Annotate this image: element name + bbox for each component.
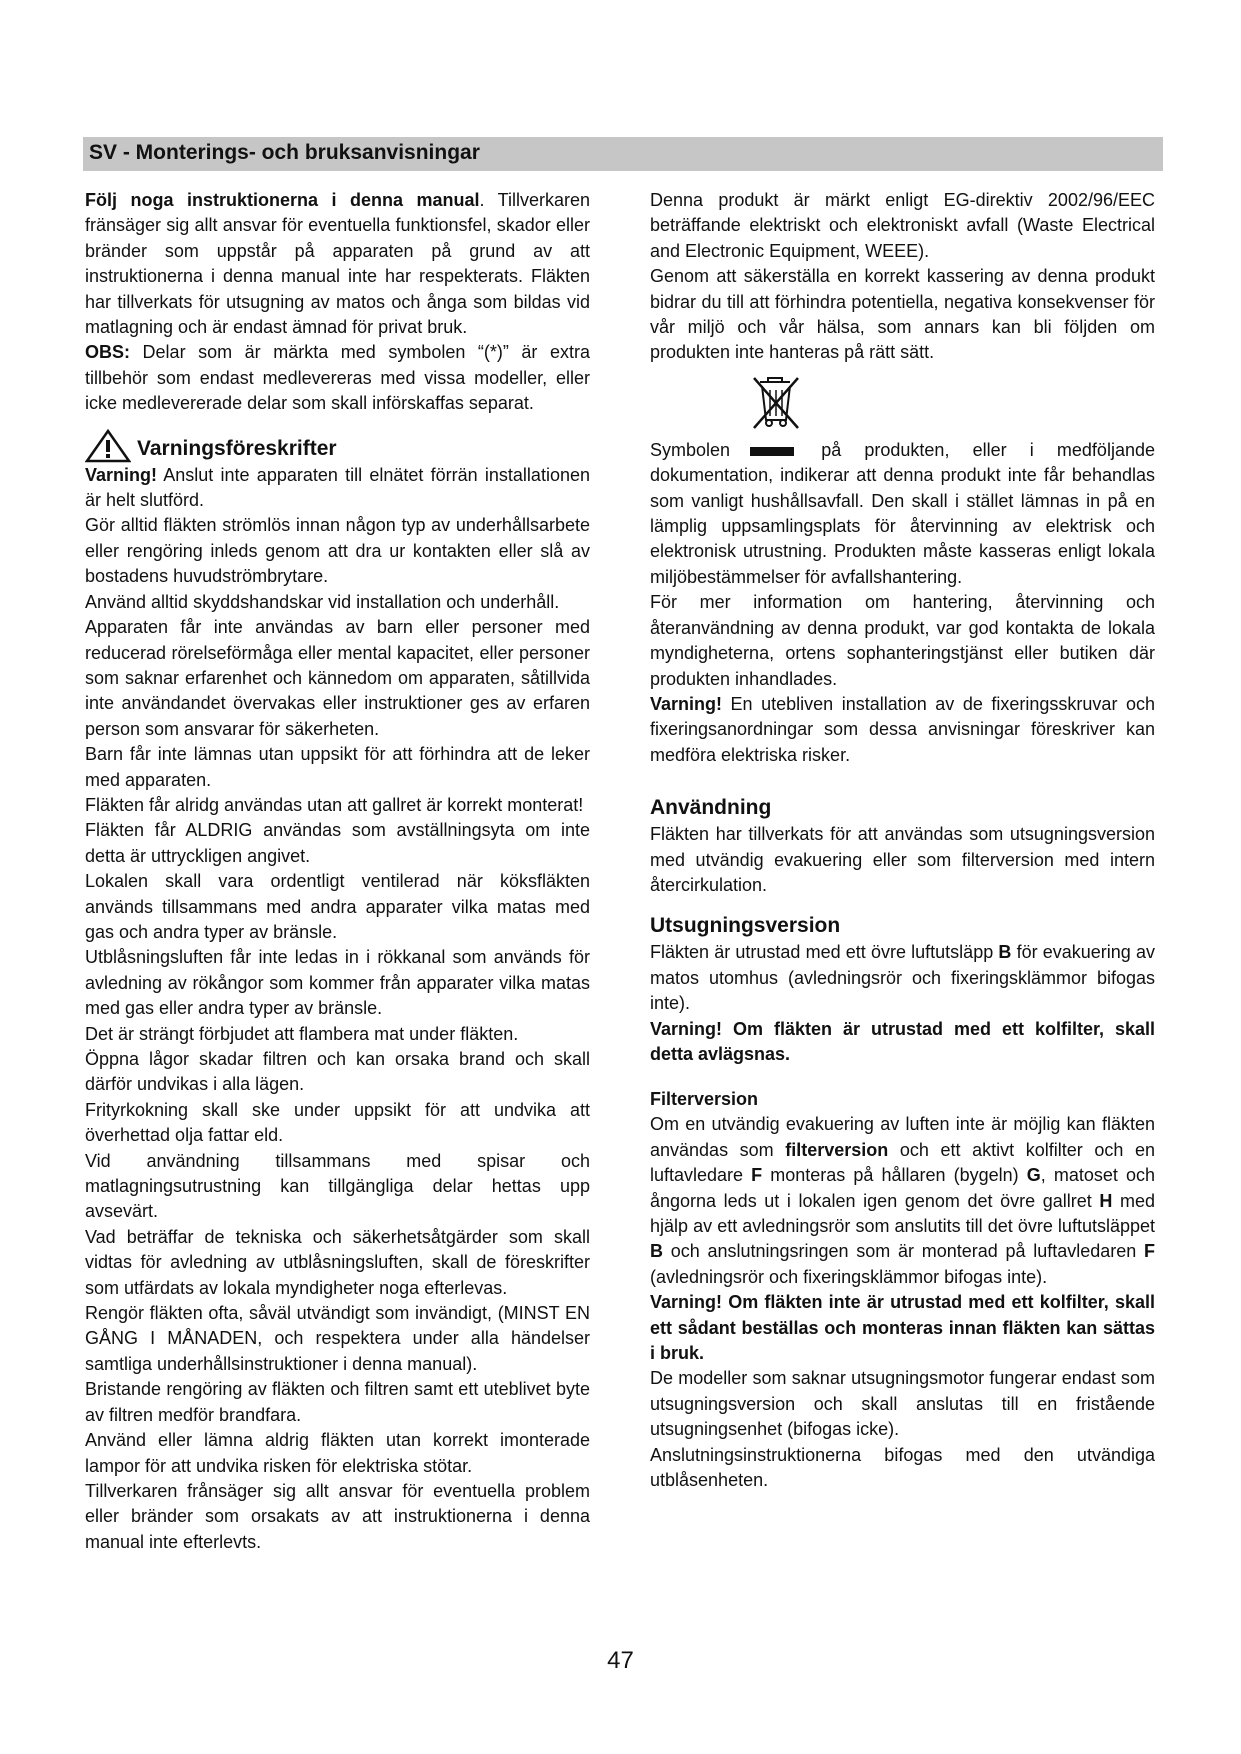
text-run: och anslutningsringen som är monterad på luftavledaren — [663, 1241, 1144, 1262]
text-run: monteras på hållaren (bygeln) — [762, 1165, 1027, 1186]
motorless-paragraph: De modeller som saknar utsugningsmotor fungerar endast som utsugningsversion och skall anslutas till en fristående utsugningsenhet (bifogas icke). — [650, 1368, 1155, 1440]
filterversion-term: filterversion — [785, 1139, 889, 1160]
right-column — [650, 188, 1155, 1493]
paragraph: Vid användning tillsammans med spisar och matlagningsutrustning kan tillgängliga delar hettas upp avsevärt. — [85, 1150, 590, 1222]
extraction-warning: Varning! Om fläkten är utrustad med ett kolfilter, skall detta avlägsnas. — [650, 1018, 1155, 1064]
warning-text: Anslut inte apparaten till elnätet förrän installationen är helt slutförd. — [85, 464, 590, 511]
part-letter-f: F — [751, 1165, 763, 1186]
symbol-text-a: Symbolen — [650, 439, 731, 460]
page-header — [83, 137, 1163, 171]
paragraph: Det är strängt förbjudet att flambera mat under fläkten. — [85, 1023, 519, 1044]
part-letter-h: H — [1099, 1190, 1113, 1211]
warning-label: Varning! — [85, 464, 158, 485]
text-run: (avledningsrör och fixeringsklämmor bifogas inte). — [650, 1266, 1048, 1287]
paragraph: Öppna lågor skadar filtren och kan orsaka brand och skall därför undvikas i alla lägen. — [85, 1049, 590, 1095]
warning-text: En utebliven installation av de fixeringsskruvar och fixeringsanordningar som dessa anvisningar föreskriver kan medföra elektriska risker. — [650, 693, 1155, 765]
part-letter-b: B — [998, 942, 1012, 963]
crossed-bin-icon — [750, 374, 802, 432]
paragraph: Rengör fläkten ofta, såväl utvändigt som invändigt, (MINST EN GÅNG I MÅNADEN, och respektera under alla händelser samtliga underhållsinstruktioner i denna manual). — [85, 1303, 590, 1374]
usage-paragraph: Fläkten har tillverkats för att användas som utsugningsversion med utvändig evakuering eller som filterversion med intern återcirkulation. — [650, 824, 1155, 895]
page-number: 47 — [607, 1647, 634, 1674]
paragraph: Använd alltid skyddshandskar vid installation och underhåll. — [85, 591, 560, 612]
warning-paragraph — [85, 463, 590, 514]
warning-paragraph — [650, 692, 1155, 768]
connection-paragraph: Anslutningsinstruktionerna bifogas med den utvändiga utblåsenheten. — [650, 1444, 1155, 1491]
usage-heading: Användning — [650, 796, 772, 820]
paragraph: Bristande rengöring av fläkten och filtren samt ett uteblivet byte av filtren medför brandfara. — [85, 1379, 590, 1425]
text-run: Fläkten är utrustad med ett övre luftutsläpp — [650, 942, 999, 963]
part-letter-b: B — [650, 1241, 663, 1262]
warning-label: Varning! — [650, 693, 723, 714]
part-letter-g: G — [1026, 1165, 1041, 1186]
text-run: , matoset och ångorna leds ut i lokalen igen genom det övre gallret — [650, 1165, 1155, 1211]
paragraph: Tillverkaren frånsäger sig allt ansvar för eventuella problem eller bränder som orsakats av att instruktionerna i denna manual inte efterlevts. — [85, 1480, 590, 1552]
filter-warning: Varning! Om fläkten inte är utrustad med ett kolfilter, skall ett sådant beställas och monteras innan fläkten kan sättas i bruk. — [650, 1292, 1155, 1364]
symbol-text-b: på produkten, eller i medföljande dokumentation, indikerar att denna produkt inte får behandlas som vanligt hushållsavfall. Den skall i stället lämnas in på en lämplig uppsamlingsplats för återvinning av elektrisk och elektronisk utrustning. Produkten måste kasseras enligt lokala miljöbestämmelser för avfallshantering. — [650, 439, 1155, 587]
warnings-heading-row — [85, 429, 590, 463]
intro-paragraph — [85, 188, 590, 340]
symbol-paragraph — [650, 438, 1155, 590]
warning-triangle-icon — [85, 429, 131, 463]
left-column — [85, 188, 590, 1555]
paragraph: Utblåsningsluften får inte ledas in i rökkanal som används för avledning av rökångor som kommer från apparater vilka matas med gas eller andra typer av bränsle. — [85, 947, 590, 1019]
filter-paragraph — [650, 1112, 1155, 1290]
extraction-paragraph — [650, 940, 1155, 1016]
obs-text: Delar som är märkta med symbolen “(*)” är extra tillbehör som endast medlevereras med vissa modeller, eller icke medlevererade delar som skall införskaffas separat. — [85, 342, 590, 414]
paragraph: Barn får inte lämnas utan uppsikt för att förhindra att de leker med apparaten. — [85, 744, 590, 790]
paragraph: Apparaten får inte användas av barn eller personer med reducerad rörelseförmåga eller mental kapacitet, eller personer som saknar erfarenhet och kännedom om apparaten, såtillvida inte användandet övervakas eller instruktioner ges av erfaren person som ansvarar för säkerheten. — [85, 617, 590, 739]
paragraph: Fläkten får alridg användas utan att gallret är korrekt monterat! — [85, 794, 584, 815]
paragraph: Vad beträffar de tekniska och säkerhetsåtgärder som skall vidtas för avledning av utblåsningsluften, skall de föreskrifter som utfärdats av lokala myndigheter noga efterlevas. — [85, 1226, 590, 1298]
part-letter-f: F — [1144, 1241, 1155, 1262]
page-title: SV - Monterings- och bruksanvisningar — [89, 141, 480, 164]
paragraph: Använd eller lämna aldrig fläkten utan korrekt imonterade lampor för att undvika risken för elektriska stötar. — [85, 1430, 590, 1476]
text-run: för evakuering av matos utomhus (avledningsrör och fixeringsklämmor bifogas inte). — [650, 942, 1156, 1014]
extraction-heading: Utsugningsversion — [650, 914, 841, 938]
warnings-heading: Varningsföreskrifter — [137, 436, 337, 460]
weee-paragraph-2: Genom att säkerställa en korrekt kassering av denna produkt bidrar du till att förhindra potentiella, negativa konsekvenser för vår miljö och vår hälsa, som annars kan bli följden om produkten inte hanteras på rätt sätt. — [650, 266, 1155, 363]
weee-paragraph-1: Denna produkt är märkt enligt EG-direktiv 2002/96/EEC beträffande elektriskt och elektroniskt avfall (Waste Electrical and Electronic Equipment, WEEE). — [650, 190, 1155, 261]
weee-symbol-wrap — [650, 374, 1155, 432]
filter-heading: Filterversion — [650, 1089, 759, 1110]
paragraph: Fläkten får ALDRIG användas som avställningsyta om inte detta är uttryckligen angivet. — [85, 820, 590, 866]
text-run: Om en utvändig evakuering av luften inte är möjlig kan fläkten användas som — [650, 1114, 1155, 1160]
text-run: och ett aktivt kolfilter och en luftavledare — [650, 1139, 1155, 1186]
paragraph: Frityrkokning skall ske under uppsikt för att undvika att överhettad olja fattar eld. — [85, 1099, 590, 1146]
intro-lead: Följ noga instruktionerna i denna manual — [85, 190, 480, 210]
obs-label: OBS: — [85, 342, 130, 363]
text-run: med hjälp av ett avledningsrör som anslutits till det övre luftutsläppet — [650, 1190, 1155, 1236]
more-info-paragraph: För mer information om hantering, återvinning och återanvändning av denna produkt, var god kontakta de lokala myndigheterna, ortens sophanteringstjänst eller butiken där produkten inhandlades. — [650, 592, 1155, 689]
paragraph: Lokalen skall vara ordentligt ventilerad när köksfläkten används tillsammans med andra apparater vilka matas med gas och andra typer av bränsle. — [85, 871, 590, 942]
intro-rest: . Tillverkaren fränsäger sig allt ansvar för eventuella funktionsfel, skador eller bränder som uppstår på apparaten på grund av att instruktionerna i denna manual inte har respekterats. Fläkten har tillverkats för utsugning av matos och ånga som bildas vid matlagning och är endast ämnad för privat bruk. — [85, 190, 590, 338]
black-bar-symbol — [750, 447, 794, 456]
paragraph: Gör alltid fläkten strömlös innan någon typ av underhållsarbete eller rengöring inleds genom att dra ur kontakten eller slå av bostadens huvudströmbrytare. — [85, 515, 590, 587]
obs-paragraph — [85, 340, 590, 416]
